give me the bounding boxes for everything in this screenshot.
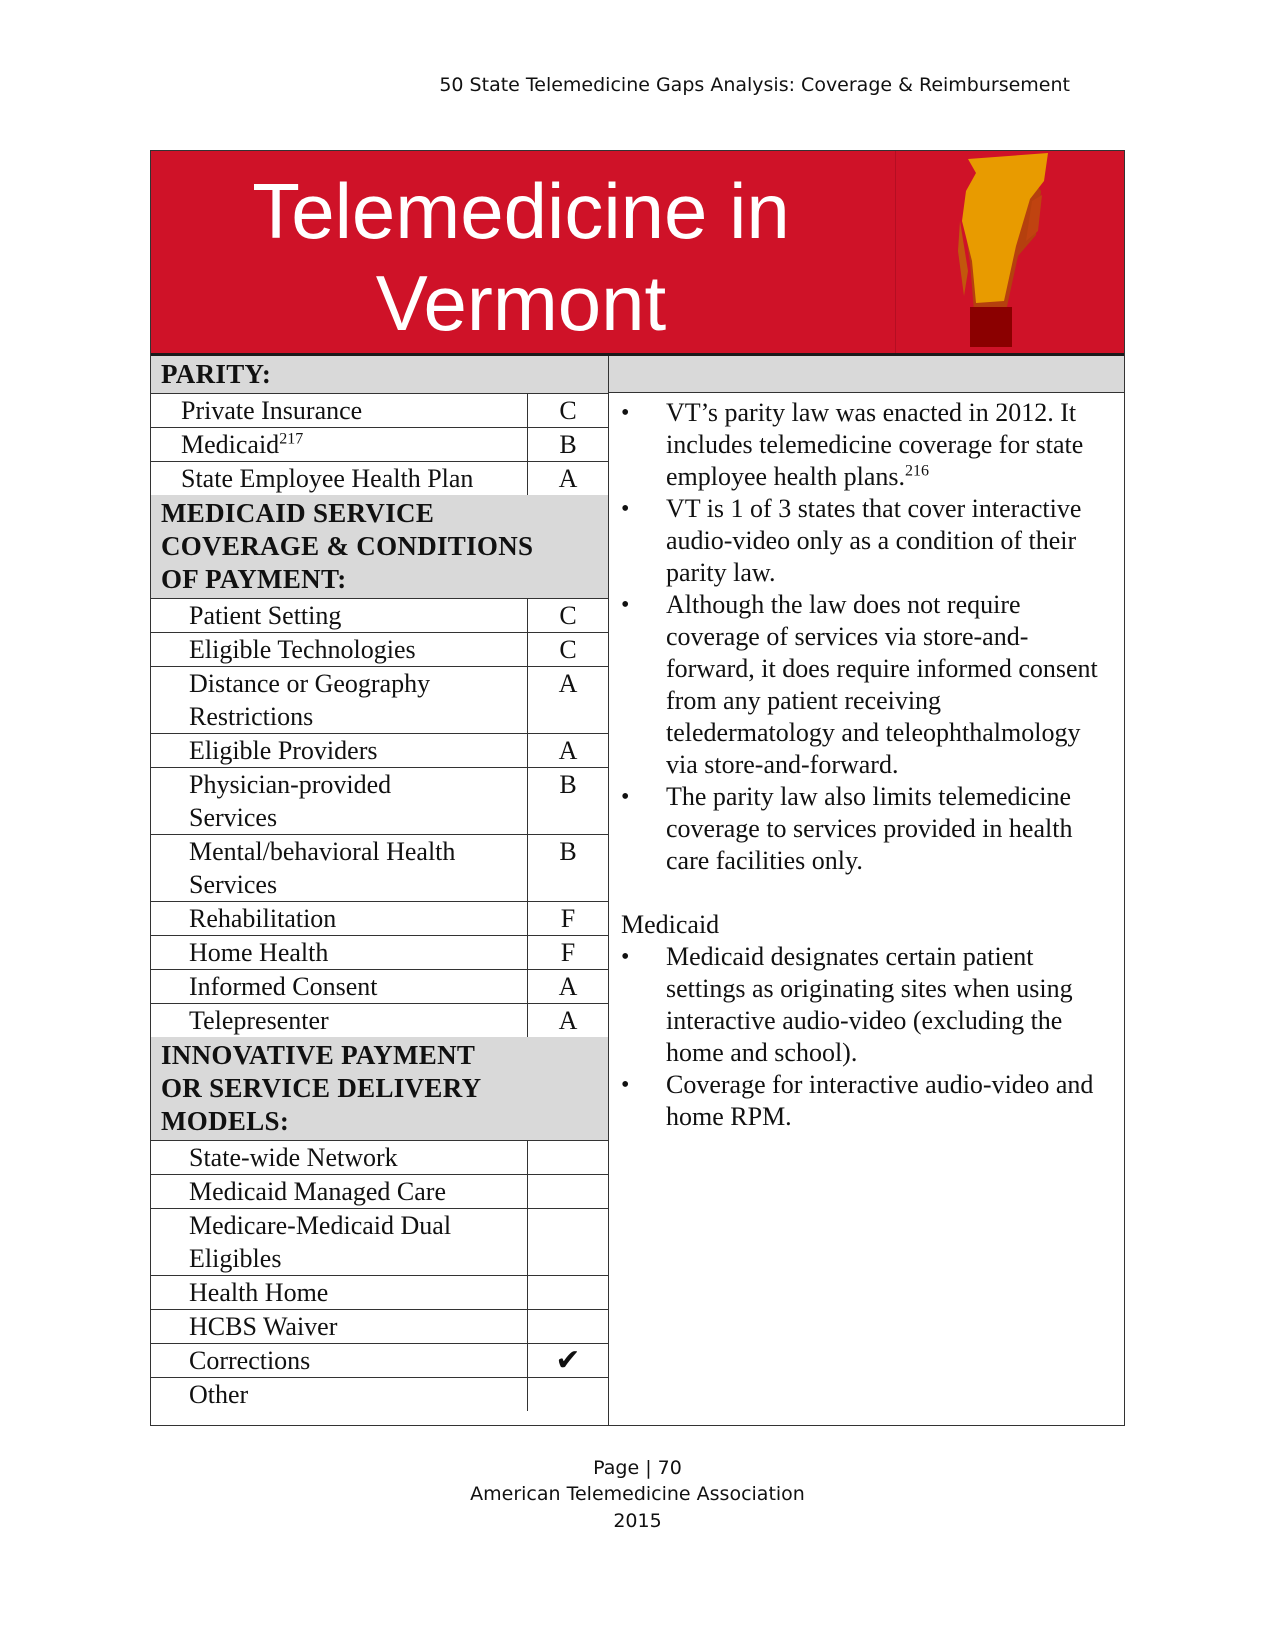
list-item: • Medicaid designates certain patient settings as originating sites when using interactive audio-video (excluding the home and school). [609, 941, 1124, 1069]
row-label: Eligible Providers [151, 734, 528, 767]
banner [151, 151, 1124, 356]
table-row [151, 970, 608, 1004]
banner-title-line1: Telemedicine in [252, 167, 790, 255]
row-label: Corrections [151, 1344, 528, 1377]
row-grade: C [559, 635, 577, 664]
row-grade [528, 1175, 608, 1208]
row-label: State Employee Health Plan [151, 462, 528, 495]
table-row [151, 394, 608, 428]
banner-title [191, 165, 851, 349]
row-label: Mental/behavioral Health Services [151, 835, 528, 901]
row-grade: C [559, 396, 577, 425]
notes-header-cell [609, 356, 1124, 393]
innovative-models-heading: INNOVATIVE PAYMENT OR SERVICE DELIVERY MODELS: [151, 1037, 608, 1141]
row-grade: A [558, 464, 578, 493]
row-grade: A [558, 736, 578, 765]
row-grade: A [558, 972, 578, 1001]
row-label: HCBS Waiver [151, 1310, 528, 1343]
row-label: Medicare-Medicaid Dual Eligibles [151, 1209, 528, 1275]
footnote-ref: 216 [904, 462, 929, 480]
table-row [151, 1209, 608, 1276]
footer-year: 2015 [613, 1510, 662, 1532]
medicaid-notes [609, 941, 1124, 1133]
list-item: • VT is 1 of 3 states that cover interactive audio-video only as a condition of their parity law. [609, 493, 1124, 589]
table-row [151, 768, 608, 835]
table-row [151, 1175, 608, 1209]
row-grade: B [559, 430, 577, 459]
parity-rows [151, 394, 608, 495]
row-label: State-wide Network [151, 1141, 528, 1174]
banner-title-line2: Vermont [375, 259, 667, 347]
row-label: Health Home [151, 1276, 528, 1309]
row-grade: A [558, 669, 578, 698]
row-label: Home Health [151, 936, 528, 969]
table-row [151, 734, 608, 768]
row-grade: B [559, 770, 577, 799]
table-row [151, 1344, 608, 1378]
table-row [151, 936, 608, 970]
row-label: Distance or Geography Restrictions [151, 667, 528, 733]
state-profile-table [150, 150, 1125, 1426]
table-row [151, 599, 608, 633]
list-item: • VT’s parity law was enacted in 2012. It includes telemedicine coverage for state employee health plans.$^{216}$ [609, 397, 1124, 493]
medicaid-service-rows [151, 599, 608, 1037]
row-grade: A [558, 1006, 578, 1035]
row-label: Medicaid Managed Care [151, 1175, 528, 1208]
row-label: Private Insurance [151, 394, 528, 427]
innovative-models-rows [151, 1141, 608, 1411]
row-grade: F [560, 938, 576, 967]
row-label: Eligible Technologies [151, 633, 528, 666]
notes-column [608, 356, 1124, 1425]
running-head: 50 State Telemedicine Gaps Analysis: Coverage & Reimbursement [439, 74, 1070, 96]
table-row [151, 902, 608, 936]
row-grade [528, 1276, 608, 1309]
row-grade [528, 1209, 608, 1275]
row-label: Medicaid$^{217}$ [151, 428, 528, 461]
row-grade [528, 1310, 608, 1343]
table-row [151, 1004, 608, 1037]
table-row [151, 1310, 608, 1344]
table-row [151, 462, 608, 495]
table-row [151, 667, 608, 734]
parity-notes [609, 397, 1124, 877]
checkmark-icon: ✔ [555, 1344, 581, 1377]
list-item: • Although the law does not require coverage of services via store-and-forward, it does require informed consent from any patient receiving teledermatology and teleophthalmology via store-and-forward. [609, 589, 1124, 781]
row-grade: C [559, 601, 577, 630]
row-label: Informed Consent [151, 970, 528, 1003]
footer-organization: American Telemedicine Association [470, 1483, 805, 1505]
row-label: Patient Setting [151, 599, 528, 632]
table-row [151, 835, 608, 902]
page-number: Page | 70 [593, 1457, 682, 1479]
medicaid-service-heading: MEDICAID SERVICE COVERAGE & CONDITIONS OF PAYMENT: [151, 495, 608, 599]
parity-heading: PARITY: [151, 356, 608, 394]
medicaid-subheading: Medicaid [621, 910, 720, 939]
row-label: Telepresenter [151, 1004, 528, 1037]
table-row [151, 428, 608, 462]
footnote-ref: 217 [279, 430, 304, 448]
table-row [151, 633, 608, 667]
table-row [151, 1378, 608, 1411]
row-grade [528, 1141, 608, 1174]
grades-column [151, 356, 608, 1411]
row-grade: F [560, 904, 576, 933]
table-row [151, 1141, 608, 1175]
row-label: Rehabilitation [151, 902, 528, 935]
row-grade [528, 1378, 608, 1411]
list-item: • Coverage for interactive audio-video and home RPM. [609, 1069, 1124, 1133]
row-label: Physician-provided Services [151, 768, 528, 834]
list-item: • The parity law also limits telemedicine coverage to services provided in health care facilities only. [609, 781, 1124, 877]
vermont-map-icon [946, 151, 1056, 353]
banner-divider [895, 151, 896, 353]
row-grade: B [559, 837, 577, 866]
row-label: Other [151, 1378, 528, 1411]
table-row [151, 1276, 608, 1310]
